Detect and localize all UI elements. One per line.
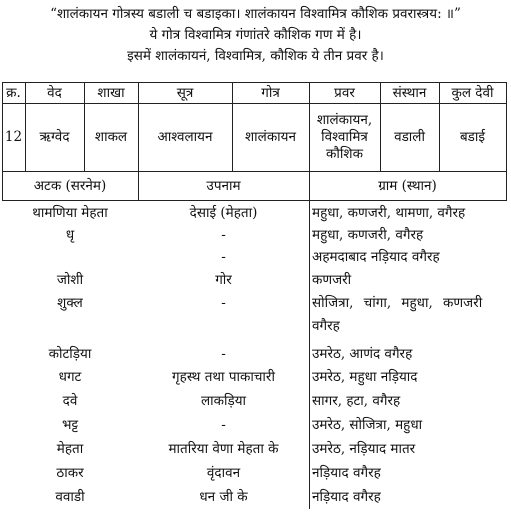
atak-cell [2, 246, 138, 268]
table-row [0, 414, 511, 436]
header-upnam: उपनाम [206, 177, 241, 194]
upnam-cell: गोर [215, 271, 232, 288]
gram-cell: उमरेठ, महुधा नड़ियाद [312, 368, 418, 385]
gram-cell: महुधा, कणजरी, थामणा, वगैरह [312, 204, 466, 221]
cell-shakha: शाकल [94, 129, 128, 145]
cell-gotra: शालंकायन [244, 129, 297, 145]
header-shakha: शाखा [97, 84, 125, 101]
atak-cell: शुक्ल [57, 294, 83, 311]
upnam-cell: वृंदावन [206, 464, 241, 481]
gram-cell: उमरेठ, नड़ियाद मातर [312, 440, 416, 457]
gram-cell: नड़ियाद वगैरह [312, 464, 381, 481]
gram-cell: नड़ियाद वगैरह [312, 488, 381, 505]
cell-ved: ऋग्वेद [39, 129, 70, 145]
header-atak: अटक (सरनेम) [33, 177, 107, 194]
row-number: 12 [4, 129, 23, 145]
pravar-line: कौशिक [326, 146, 363, 162]
header-gotra: गोत्र [261, 84, 280, 101]
intro-line-pravar: इसमें शालंकायनं, विश्वामित्र, कौशिक ये तीन प्रवर है। [127, 48, 384, 64]
header-pravar: प्रवर [334, 84, 355, 101]
gram-cell: अहमदाबाद नड़ियाद वगैरह [312, 248, 440, 265]
table-row [0, 438, 511, 460]
intro-shloka: “शालंकायन गोत्रस्य बडाली च बडाइका। शालंकायन विश्वामित्र कौशिक प्रवरास्त्रय: ॥” [50, 6, 461, 22]
atak-cell: दवे [62, 392, 78, 409]
atak-cell: मेहता [56, 440, 84, 457]
header-ved: वेद [47, 84, 62, 101]
cell-sutra: आश्वलायन [157, 129, 213, 145]
upnam-cell: - [221, 416, 226, 433]
upnam-cell: मातरिया वेणा मेहता के [168, 440, 279, 457]
upnam-cell: गृहस्थ तथा पाकाचारी [172, 368, 275, 385]
atak-cell: ववाडी [55, 488, 85, 505]
pravar-line: शालंकायन, [316, 112, 373, 128]
table-row [0, 269, 511, 291]
table-row [0, 292, 511, 314]
atak-cell: जोशी [56, 271, 84, 288]
header-sansthan: संस्थान [392, 84, 427, 101]
intro-line-gana: ये गोत्र विश्वामित्र गंणांतरे कौशिक गण में है। [149, 27, 362, 43]
table-row [0, 343, 511, 365]
upnam-cell: देसाई (मेहता) [189, 204, 258, 221]
surname-header-border [2, 200, 507, 201]
atak-cell: भट्ट [61, 416, 79, 433]
table-row [0, 366, 511, 388]
table-row [0, 224, 511, 246]
cell-sansthan: वडाली [394, 129, 425, 145]
atak-cell [2, 315, 138, 337]
table-row [0, 246, 511, 268]
upnam-cell: - [221, 294, 226, 311]
pravar-line: विश्वामित्र [321, 129, 368, 145]
table-row [0, 390, 511, 412]
atak-cell: धृ [65, 226, 75, 243]
atak-cell: कोटड़िया [48, 345, 92, 362]
gram-cell: उमरेठ, आणंद वगैरह [312, 345, 413, 362]
atak-cell: थामणिया मेहता [32, 204, 108, 221]
table-row [0, 486, 511, 508]
gram-cell: वगैरह [312, 317, 340, 334]
table-right-border [506, 82, 507, 200]
upnam-cell: धन जी के [199, 488, 248, 505]
table-row [0, 462, 511, 484]
gram-cell: महुधा, कणजरी, वगैरह [312, 226, 424, 243]
header-gram: ग्राम (स्थान) [378, 177, 437, 194]
gram-cell: उमरेठ, सोजित्रा, महुधा [312, 416, 423, 433]
cell-kuldevi: बडाई [459, 129, 486, 145]
gram-cell: सोजित्रा, चांगा, महुधा, कणजरी [312, 294, 483, 311]
atak-cell: ठाकर [56, 464, 84, 481]
upnam-cell: - [221, 345, 226, 362]
header-sutra: सूत्र [176, 84, 194, 101]
header-kra: क्र. [6, 84, 21, 101]
table-row [0, 202, 511, 224]
atak-cell: धगट [58, 368, 82, 385]
gram-cell: सागर, हटा, वगैरह [312, 392, 401, 409]
header-kuldevi: कुल देवी [451, 84, 494, 101]
upnam-cell [138, 315, 309, 337]
upnam-cell: - [221, 226, 226, 243]
upnam-cell: - [221, 248, 226, 265]
table-row [0, 315, 511, 337]
gram-cell: कणजरी [312, 271, 352, 288]
cell-pravar [309, 104, 380, 171]
upnam-cell: लाकड़िया [200, 392, 247, 409]
